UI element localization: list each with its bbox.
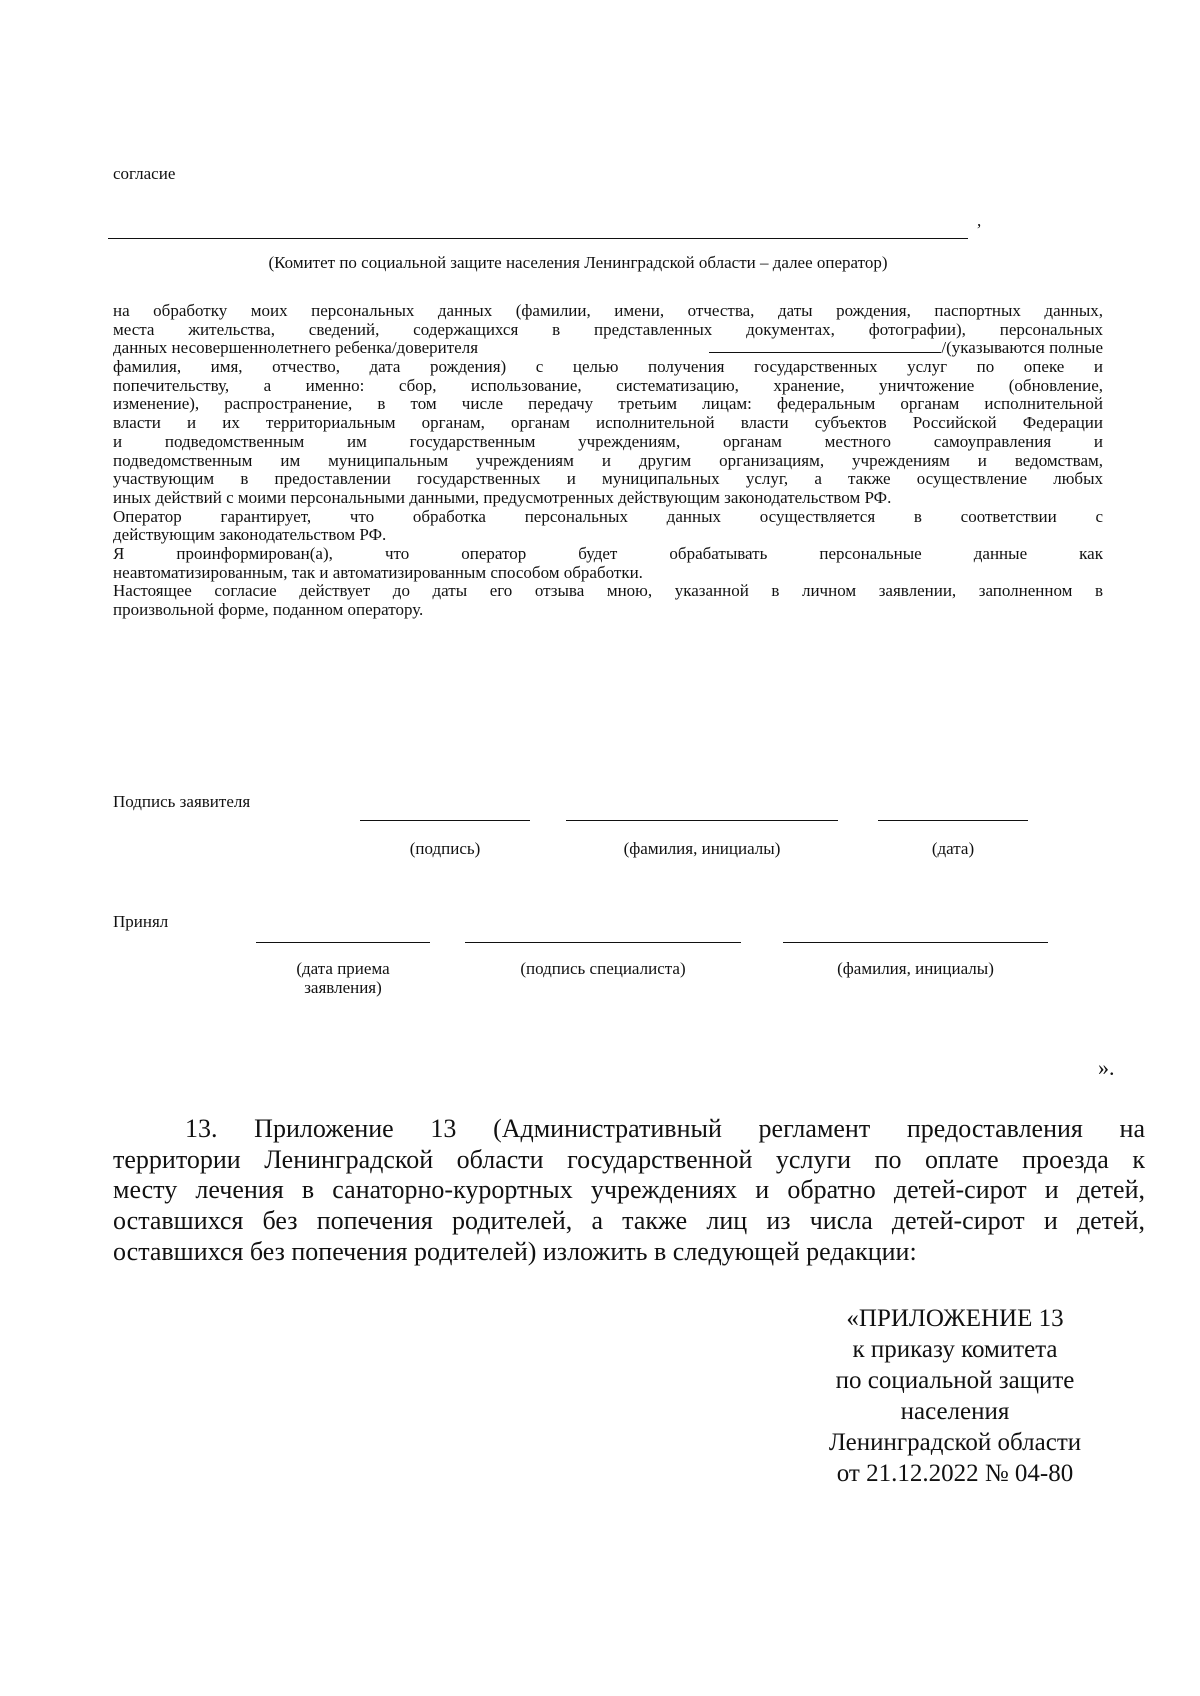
applicant-name-caption: (фамилия, инициалы) (623, 839, 781, 858)
accepted-date-caption (256, 960, 430, 997)
consent-body (113, 302, 1103, 620)
applicant-name-line (566, 820, 838, 821)
accepted-label: Принял (113, 912, 169, 931)
consent-line-after-wrap (709, 339, 1103, 358)
operator-comma: , (977, 211, 982, 230)
consent-line-before: данных несовершеннолетнего ребенка/доверителя (113, 338, 479, 358)
consent-line-last: иных действий с моими персональными данными, предусмотренных действующим законодательством РФ. (113, 487, 892, 507)
appendix-title: «ПРИЛОЖЕНИЕ 13 (846, 1305, 1064, 1332)
item-13-line-last: оставшихся без попечения родителей) изложить в следующей редакции: (113, 1236, 917, 1266)
item-13-line: месту лечения в санаторно-курортных учреждениях и обратно детей-сирот и детей, (113, 1175, 1145, 1205)
applicant-signature-line (360, 820, 530, 821)
appendix-date-number: от 21.12.2022 № 04-80 (836, 1460, 1074, 1487)
operator-guarantee-line: Оператор гарантирует, что обработка персональных данных осуществляется в соответствии с (113, 506, 1103, 526)
appendix-line: Ленинградской области (828, 1429, 1082, 1456)
informed-line: Я проинформирован(а), что оператор будет обрабатывать персональные данные как (113, 543, 1103, 563)
applicant-signature-caption: (подпись) (409, 839, 481, 858)
specialist-name-caption: (фамилия, инициалы) (837, 959, 994, 978)
consent-line: на обработку моих персональных данных (фамилии, имени, отчества, даты рождения, паспортных данных, (113, 301, 1103, 320)
item-13-paragraph (113, 1114, 1145, 1267)
closing-quote: ». (1098, 1055, 1115, 1080)
item-13-line: 13. Приложение 13 (Административный регламент предоставления на (185, 1114, 1145, 1143)
item-13-line: территории Ленинградской области государственной услуги по оплате проезда к (113, 1144, 1145, 1174)
operator-caption: (Комитет по социальной защите населения Ленинградской области – далее оператор) (268, 253, 888, 272)
appendix-line: к приказу комитета (852, 1336, 1058, 1363)
consent-line: и подведомственным им государственным учреждениям, органам местного самоуправления и (113, 431, 1103, 451)
consent-line: подведомственным им муниципальным учреждениям и другим организациям, учреждениям и ведомствам, (113, 450, 1103, 470)
specialist-signature-caption: (подпись специалиста) (520, 959, 686, 978)
consent-line-after: /(указываются полные (941, 338, 1103, 358)
informed-last: неавтоматизированным, так и автоматизированным способом обработки. (113, 562, 643, 582)
accepted-date-line (256, 942, 430, 943)
item-13-line: оставшихся без попечения родителей, а также лиц из числа детей-сирот и детей, (113, 1206, 1145, 1236)
child-name-blank-line (709, 352, 941, 353)
consent-line: изменение), распространение, в том числе передачу третьим лицам: федеральным органам исполнительной (113, 394, 1103, 414)
consent-line: фамилия, имя, отчество, дата рождения) с целью получения государственных услуг по опеке и (113, 357, 1103, 377)
applicant-date-line (878, 820, 1028, 821)
accepted-date-caption-line1: (дата приема (296, 959, 390, 978)
applicant-signature-label: Подпись заявителя (113, 792, 251, 811)
validity-last: произвольной форме, поданном оператору. (113, 600, 424, 619)
consent-heading: согласие (113, 164, 176, 183)
accepted-date-caption-line2: заявления) (304, 977, 382, 997)
consent-line: власти и их территориальным органам, органам исполнительной власти субъектов Российской Федерации (113, 413, 1103, 433)
specialist-name-line (783, 942, 1048, 943)
appendix-line: по социальной защите (835, 1367, 1075, 1394)
operator-blank-line (108, 238, 968, 239)
validity-line: Настоящее согласие действует до даты его отзыва мною, указанной в личном заявлении, заполненном в (113, 581, 1103, 601)
consent-line: участвующим в предоставлении государственных и муниципальных услуг, а также осуществление любых (113, 469, 1103, 489)
appendix-header (790, 1303, 1120, 1489)
specialist-signature-line (465, 942, 741, 943)
consent-line-with-blank (113, 339, 1103, 358)
consent-line: места жительства, сведений, содержащихся в представленных документах, фотографии), персональных (113, 319, 1103, 339)
operator-guarantee-last: действующим законодательством РФ. (113, 525, 387, 545)
appendix-line: населения (900, 1398, 1010, 1425)
consent-line: попечительству, а именно: сбор, использование, систематизацию, хранение, уничтожение (обновление, (113, 375, 1103, 395)
applicant-date-caption: (дата) (931, 839, 975, 858)
